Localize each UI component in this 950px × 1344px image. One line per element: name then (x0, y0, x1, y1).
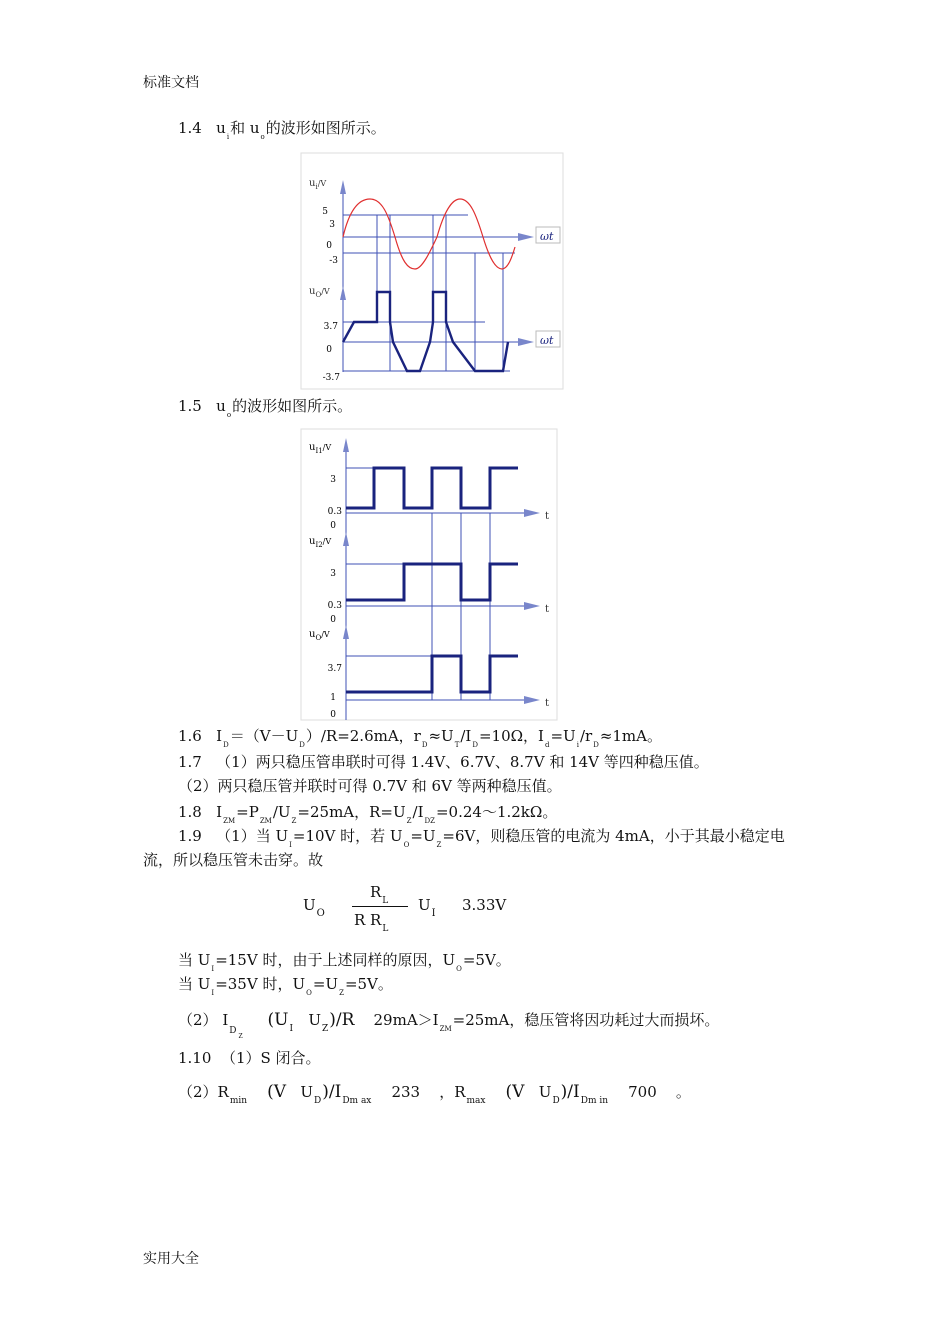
figure-frame-2 (301, 429, 557, 720)
eq-numerator: $R_L$ (370, 883, 389, 906)
para-1-9c: 当 $U_I=15V$ 时，由于上述同样的原因，$U_O=5V$。 (178, 951, 511, 973)
tick-0-bot: 0 (326, 345, 332, 355)
eq-value: 3.33V (462, 896, 507, 914)
para-1-10b: $(2)R_{min}$ (V $U_D)/I_{Dm ax}$ 233 ，$R_{max}$ (V $U_D)/I_{Dm in}$ 700 。 (178, 1082, 691, 1106)
eq-rhs: $U_I$ (418, 896, 436, 919)
figure-ui-uo-waveform (300, 152, 568, 392)
p2-tick-0-3: 0.3 (327, 601, 342, 611)
para-1-9e: （2） $I_{DZ}$ ($U_I$ $U_Z)/R$ $29mA>I_{ZM}=25mA$，稳压管将因功耗过大而损坏。 (178, 1010, 720, 1040)
para-1-5: 1.5 $u_o$的波形如图所示。 (178, 397, 353, 419)
para-1-4: 1.4 $u_i$和 $u_o$的波形如图所示。 (178, 119, 386, 141)
ylabel-ui: $u_i^{/V}$ (309, 178, 327, 191)
xlabel-p1: t (545, 511, 550, 522)
tick-neg3: -3 (329, 256, 338, 266)
para-1-7b: （2）两只稳压管并联时可得 0.7V 和 6V 等两种稳压值。 (178, 777, 562, 795)
tick-3: 3 (329, 220, 335, 230)
para-1-9a: 1.9 （1）当 $U_I=10V$ 时，若 $U_O=U_Z=6V$，则稳压管的电流为 4mA，小于其最小稳定电 (178, 827, 785, 849)
xlabel-p2: t (545, 604, 550, 615)
figure-frame (301, 153, 563, 389)
p1-tick-0-3: 0.3 (327, 507, 342, 517)
p3-tick-0: 0 (330, 710, 336, 720)
xlabel-p3: t (545, 698, 550, 709)
tick-5: 5 (322, 207, 328, 217)
page-header: 标准文档 (143, 75, 199, 91)
para-1-9d: 当 $U_I=35V$ 时，$U_O=U_Z=5V$。 (178, 975, 393, 997)
ylabel-uo: $u_O^{/V}$ (309, 286, 330, 299)
p2-tick-3: 3 (330, 569, 336, 579)
figure-logic-waveform (300, 428, 560, 723)
ylabel-ui2: $u_{I2}^{/V}$ (309, 536, 332, 549)
para-1-8: 1.8 $I_{ZM}=P_{ZM}/U_Z=25mA$，$R=U_Z/I_{DZ}=0.24\sim 1.2k\Omega$。 (178, 803, 558, 825)
tick-3-7: 3.7 (323, 322, 338, 332)
p1-tick-0: 0 (330, 521, 336, 531)
p3-tick-3-7: 3.7 (327, 664, 342, 674)
p1-tick-3: 3 (330, 475, 336, 485)
para-1-7a: 1.7 （1）两只稳压管串联时可得 1.4V、6.7V、8.7V 和 14V 等四种稳压值。 (178, 753, 709, 771)
para-1-10a: 1.10 （1）S 闭合。 (178, 1049, 321, 1067)
tick-neg3-7: -3.7 (322, 373, 340, 383)
page-footer: 实用大全 (143, 1251, 199, 1267)
xlabel-bot: ωt (540, 334, 554, 347)
eq-denominator: R $R_L$ (354, 911, 389, 934)
tick-0: 0 (326, 241, 332, 251)
p3-tick-1: 1 (330, 693, 336, 703)
ylabel-uo: $u_O^{/V}$ (309, 629, 330, 642)
para-1-6: 1.6 $I_D=(V-U_D)/R=2.6mA$，$r_D\approx U_T/I_D=10\Omega$，$I_d=U_i/r_D\approx 1mA$。 (178, 727, 662, 749)
xlabel-top: ωt (540, 230, 554, 243)
para-1-9b: 流，所以稳压管未击穿。故 (143, 851, 324, 869)
p2-tick-0: 0 (330, 615, 336, 625)
eq-fraction-bar (352, 906, 408, 907)
eq-lhs: $U_O$ (303, 896, 325, 919)
ylabel-ui1: $u_{I1}^{/V}$ (309, 442, 332, 455)
